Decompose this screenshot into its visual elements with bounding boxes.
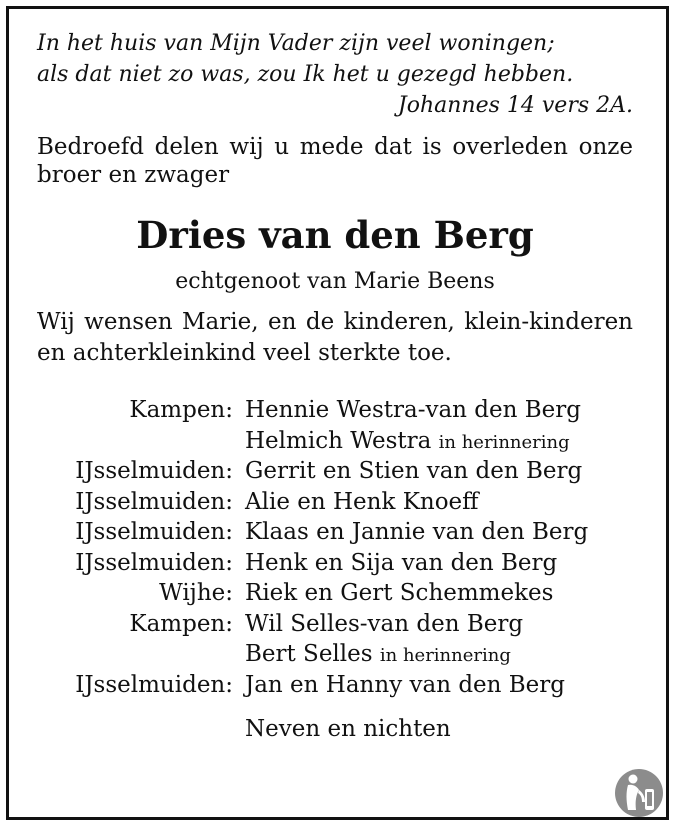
- mourner-place: IJsselmuiden:: [75, 549, 233, 576]
- verse-line-1: In het huis van Mijn Vader zijn veel woningen;: [37, 31, 555, 56]
- mourner-row: [37, 426, 633, 457]
- mourner-row: [37, 548, 633, 579]
- mourners-list: [37, 395, 633, 700]
- bible-verse: [37, 28, 633, 121]
- mourner-row: [37, 609, 633, 640]
- deceased-name: Dries van den Berg: [136, 213, 534, 257]
- mourner-place: Kampen:: [129, 610, 233, 637]
- mourner-names: Riek en Gert Schemmekes: [245, 580, 554, 606]
- mourner-place: [37, 426, 245, 457]
- mourner-place: Kampen:: [129, 397, 233, 423]
- closing-line: Neven en nichten: [245, 716, 451, 742]
- mourner-names: Henk en Sija van den Berg: [245, 549, 558, 576]
- mourner-row: [37, 487, 633, 518]
- memorial-note: in herinnering: [379, 645, 511, 666]
- mourner-row: [37, 578, 633, 609]
- mourner-row: [37, 639, 633, 670]
- mourner-names: Jan en Hanny van den Berg: [245, 671, 566, 698]
- mourner-place: [37, 639, 245, 670]
- verse-reference: Johannes 14 vers 2A.: [397, 93, 633, 118]
- intro-text: Bedroefd delen wij u mede dat is overleden onze broer en zwager: [37, 134, 633, 188]
- mourner-names: Alie en Henk Knoeff: [245, 488, 479, 515]
- mourner-place: IJsselmuiden:: [75, 488, 233, 515]
- mourner-place: Wijhe:: [159, 580, 233, 606]
- mourner-row: [37, 517, 633, 548]
- mourner-row: [37, 670, 633, 701]
- mourner-names: Gerrit en Stien van den Berg: [245, 458, 583, 484]
- mourner-names: Hennie Westra-van den Berg: [245, 397, 581, 423]
- mourner-row: [37, 395, 633, 426]
- mourner-place: IJsselmuiden:: [75, 671, 233, 698]
- mourning-figure-icon: [614, 768, 664, 818]
- mourner-names: Klaas en Jannie van den Berg: [245, 519, 589, 545]
- mourner-place: IJsselmuiden:: [75, 519, 233, 545]
- verse-line-2: als dat niet zo was, zou Ik het u gezegd hebben.: [37, 62, 574, 87]
- mourner-names: Bert Selles in herinnering: [245, 641, 511, 667]
- memorial-note: in herinnering: [438, 431, 570, 453]
- spouse-line: echtgenoot van Marie Beens: [175, 269, 495, 294]
- wish-text: Wij wensen Marie, en de kinderen, klein-kinderen en achterkleinkind veel sterkte toe.: [37, 309, 633, 366]
- obituary-notice: [37, 28, 633, 744]
- mourner-row: [37, 456, 633, 487]
- mourner-names: Helmich Westra in herinnering: [245, 427, 570, 454]
- mourner-place: IJsselmuiden:: [75, 458, 233, 484]
- mourner-names: Wil Selles-van den Berg: [245, 610, 524, 637]
